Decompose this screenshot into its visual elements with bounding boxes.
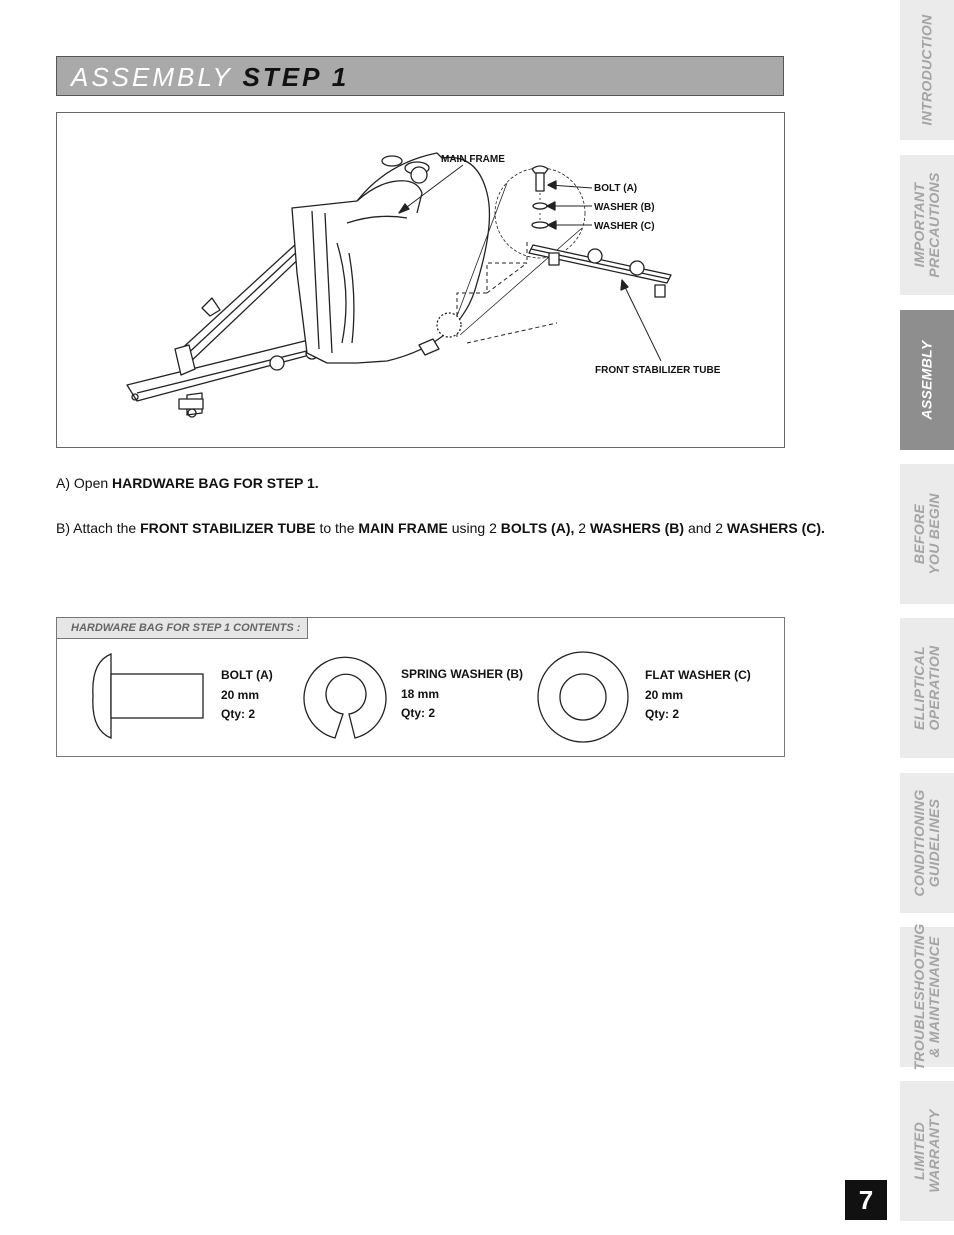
bolt-name: BOLT (A) bbox=[221, 668, 273, 682]
tab-elliptical-operation-label: ELLIPTICAL OPERATION bbox=[911, 645, 942, 731]
instr-b-text4: 2 bbox=[574, 520, 590, 536]
instr-b-bold4: WASHERS (B) bbox=[589, 520, 685, 536]
label-front-stabilizer: FRONT STABILIZER TUBE bbox=[595, 365, 721, 376]
instruction-a bbox=[56, 475, 319, 491]
tab-troubleshooting-maintenance-label: TROUBLESHOOTING & MAINTENANCE bbox=[911, 923, 942, 1071]
tab-before-you-begin[interactable] bbox=[900, 464, 954, 604]
tab-introduction[interactable] bbox=[900, 0, 954, 140]
instr-b-bold1: FRONT STABILIZER TUBE bbox=[140, 520, 316, 536]
tab-important-precautions-label: IMPORTANT PRECAUTIONS bbox=[911, 172, 942, 278]
spring-washer-name: SPRING WASHER (B) bbox=[401, 667, 524, 681]
hardware-tab-title: HARDWARE BAG FOR STEP 1 CONTENTS : bbox=[56, 617, 308, 639]
flat-washer-name: FLAT WASHER (C) bbox=[645, 668, 751, 682]
label-washer-b: WASHER (B) bbox=[594, 202, 655, 213]
tab-assembly-label: ASSEMBLY bbox=[918, 340, 935, 420]
tab-limited-warranty-label: LIMITED WARRANTY bbox=[911, 1109, 942, 1193]
tab-assembly[interactable] bbox=[900, 310, 954, 450]
instr-a-text: A) Open bbox=[56, 475, 113, 491]
tab-troubleshooting-maintenance[interactable] bbox=[900, 923, 954, 1071]
flat-washer-size: 20 mm bbox=[645, 687, 684, 702]
assembly-diagram bbox=[56, 112, 785, 448]
title-bold: STEP 1 bbox=[242, 62, 350, 92]
instr-b-text3: using 2 bbox=[447, 520, 501, 536]
hardware-item-spring-washer bbox=[401, 665, 523, 724]
instr-b-text2: to the bbox=[315, 520, 359, 536]
instr-b-bold2: MAIN FRAME bbox=[358, 520, 448, 536]
label-washer-c: WASHER (C) bbox=[594, 221, 655, 232]
title-light: ASSEMBLY bbox=[71, 62, 233, 92]
tab-introduction-label: INTRODUCTION bbox=[918, 14, 935, 126]
instruction-b bbox=[56, 520, 825, 536]
tab-conditioning-guidelines[interactable] bbox=[900, 773, 954, 913]
bolt-icon bbox=[91, 652, 211, 740]
hardware-contents-box bbox=[56, 617, 785, 757]
tab-elliptical-operation[interactable] bbox=[900, 618, 954, 758]
spring-washer-icon bbox=[297, 656, 387, 740]
tab-important-precautions[interactable] bbox=[900, 155, 954, 295]
title-bar bbox=[56, 56, 784, 96]
instr-a-bold: HARDWARE BAG FOR STEP 1. bbox=[112, 475, 319, 491]
flat-washer-icon bbox=[535, 650, 633, 744]
label-bolt-a: BOLT (A) bbox=[594, 183, 638, 194]
flat-washer-qty: Qty: 2 bbox=[645, 707, 680, 721]
spring-washer-size: 18 mm bbox=[401, 686, 440, 701]
elliptical-illustration bbox=[57, 113, 786, 449]
instr-b-text1: B) Attach the bbox=[56, 520, 141, 536]
hardware-item-bolt bbox=[221, 666, 273, 725]
bolt-qty: Qty: 2 bbox=[221, 707, 256, 721]
tab-conditioning-guidelines-label: CONDITIONING GUIDELINES bbox=[911, 789, 942, 897]
instr-b-bold5: WASHERS (C). bbox=[726, 520, 825, 536]
spring-washer-qty: Qty: 2 bbox=[401, 706, 436, 720]
page-title bbox=[71, 62, 349, 93]
tab-before-you-begin-label: BEFORE YOU BEGIN bbox=[911, 493, 942, 575]
bolt-size: 20 mm bbox=[221, 687, 260, 702]
hardware-item-flat-washer bbox=[645, 666, 751, 725]
label-main-frame: MAIN FRAME bbox=[441, 154, 505, 165]
tab-limited-warranty[interactable] bbox=[900, 1081, 954, 1221]
instr-b-text5: and 2 bbox=[684, 520, 727, 536]
instr-b-bold3: BOLTS (A), bbox=[500, 520, 575, 536]
page-number: 7 bbox=[845, 1180, 887, 1220]
